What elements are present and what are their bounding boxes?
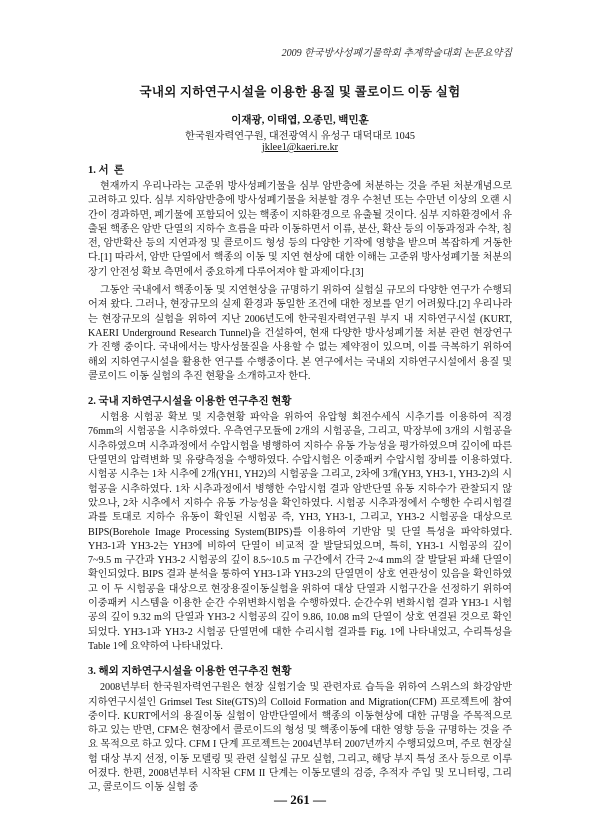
author-email-line: [60, 142, 540, 153]
section-heading: 3. 해외 지하연구시설을 이용한 연구추진 현황: [88, 666, 292, 678]
author-list: 이재광, 이태엽, 오종민, 백민훈: [231, 115, 369, 126]
paper-body: [88, 163, 512, 794]
section-domestic-research: [88, 394, 512, 654]
running-header: 2009 한국방사성폐기물학회 추계학술대회 논문요약집: [281, 48, 512, 59]
body-paragraph: 2008년부터 한국원자력연구원은 현장 실험기술 및 관련자료 습득을 위하여 스위스의 화강암반 지하연구시설인 Grimsel Test Site(GTS)의 Colloid Formation and Migration(CFM) 프로젝트에 참여중이다. KURT에서의 용질이동 실험이 암반단열에서 핵종의 이동현상에 대한 규명을 주목적으로 하고 있는 반면, CFM은 현장에서 콜로이드의 형성 및 핵종이동에 대한 영향 등을 규명하는 것을 주요 목적으로 하고 있다. CFM I 단계 프로젝트는 2004년부터 2007년까지 수행되었으며, 주로 현장실험 대상 부지 선정, 이동 모델링 및 관련 실험실 규모 실험, 그리고, 해당 부지 특성 조사 등으로 이루어졌다. 한편, 2008년부터 시작된 CFM II 단계는 이동모델의 검증, 추적자 주입 및 모니터링, 그리고, 콜로이드 이동 실험 중: [88, 682, 512, 794]
author-email: jklee1@kaeri.re.kr: [261, 142, 339, 153]
author-affiliation: 한국원자력연구원, 대전광역시 유성구 대덕대로 1045: [185, 131, 415, 142]
page-number: — 261 —: [274, 792, 326, 807]
paper-title: 국내외 지하연구시설을 이용한 용질 및 콜로이드 이동 실험: [139, 85, 461, 99]
section-heading: 1. 서 론: [88, 165, 125, 176]
section-heading: 2. 국내 지하연구시설을 이용한 연구추진 현황: [88, 396, 292, 408]
body-paragraph: 시험용 시험공 확보 및 지층현황 파악을 위하여 유압형 회전수세식 시추기를 이용하여 직경 76mm의 시험공을 시추하였다. 우측연구모듈에 2개의 시험공을, 그리고, 막장부에 3개의 시험공을 시추하였으며 시추과정에서 수압시험을 병행하여 지하수 유동 가능성을 평가하였으며 깊이에 따른 단열면의 압력변화 및 유량측정을 수행하였다. 수압시험은 이중패커 수압시험 장비를 이용하였다. 시험공 시추는 1차 시추에 2개(YH1, YH2)의 시험공을 그리고, 2차에 3개(YH3, YH3-1, YH3-2)의 시험공을 시추하였다. 1차 시추과정에서 병행한 수압시험 결과 암반단열 유동 지하수가 관찰되지 않았으나, 2차 시추에서 지하수 유동 가능성을 확인하였다. 시험공 시추과정에서 수행한 수리시험결과를 토대로 지하수 유동이 확인된 시험공 즉, YH3, YH3-1, 그리고, YH3-2 시험공을 대상으로 BIPS(Borehole Image Processing System(BIPS)를 이용하여 기반암 및 단열 특성을 파악하였다. YH3-1과 YH3-2는 YH3에 비하여 단열이 비교적 잘 발달되었으며, 특히, YH3-1 시험공의 깊이 7~9.5 m 구간과 YH3-2 시험공의 깊이 8.5~10.5 m 구간에서 간극 2~4 mm의 잘 발달된 파쇄 단열이 확인되었다. BIPS 결과 분석을 통하여 YH3-1과 YH3-2의 단열면이 상호 연관성이 있음을 확인하였고 이 두 시험공을 대상으로 현장용질이동실험을 위하여 대상 단열과 시험구간을 선정하기 위하여 이중패커 시스템을 이용한 순간 수위변화시험을 수행하였다. 순간수위 변화시험 결과 YH3-1 시험공의 깊이 9.32 m의 단열과 YH3-2 시험공의 깊이 9.86, 10.08 m의 단열이 상호 연결된 것으로 확인되었다. YH3-1과 YH3-2 시험공 단열면에 대한 수리시험 결과를 Fig. 1에 나타내었고, 수리특성을 Table 1에 요약하여 나타내었다.: [88, 412, 512, 652]
section-overseas-research: [88, 664, 512, 795]
section-introduction: [88, 163, 512, 384]
body-paragraph: 그동안 국내에서 핵종이동 및 지연현상을 규명하기 위하여 실험실 규모의 다양한 연구가 수행되어져 왔다. 그러나, 현장규모의 실제 환경과 동일한 조건에 대한 정보를 얻기 어려웠다.[2] 우리나라는 현장규모의 실험을 위하여 지난 2006년도에 한국원자력연구원 부지 내 지하연구시설 (KURT, KAERI Underground Research Tunnel)을 건설하여, 현재 다양한 방사성폐기물 처분 관련 현장연구가 진행 중이다. 국내에서는 방사성물질을 사용할 수 없는 제약점이 있으며, 이를 극복하기 위하여 해외 지하연구시설을 활용한 연구를 수행중이다. 본 연구에서는 국내외 지하연구시설에서 용질 및 콜로이드 이동 실험의 추진 현황을 소개하고자 한다.: [88, 285, 512, 382]
body-paragraph: 현재까지 우리나라는 고준위 방사성폐기물을 심부 암반층에 처분하는 것을 주된 처분개념으로 고려하고 있다. 심부 지하암반층에 방사성폐기물을 처분할 경우 수천년 또는 수만년 이상의 오랜 시간이 경과하면, 폐기물에 포함되어 있는 핵종이 지하환경으로 유출될 것이다. 심부 지하환경에서 유출된 핵종은 암반 단열의 지하수 흐름을 따라 이동하면서 이류, 분산, 확산 등의 이동과정과 수착, 침전, 암반확산 등의 지연과정 및 콜로이드 형성 등의 다양한 기작에 영향을 받으며 복잡하게 거동한다.[1] 따라서, 암반 단열에서 핵종의 이동 및 지연 현상에 대한 이해는 고준위 방사성폐기물 처분의 장기 안전성 확보 측면에서 중요하게 다루어져야 할 과제이다.[3]: [88, 181, 512, 278]
